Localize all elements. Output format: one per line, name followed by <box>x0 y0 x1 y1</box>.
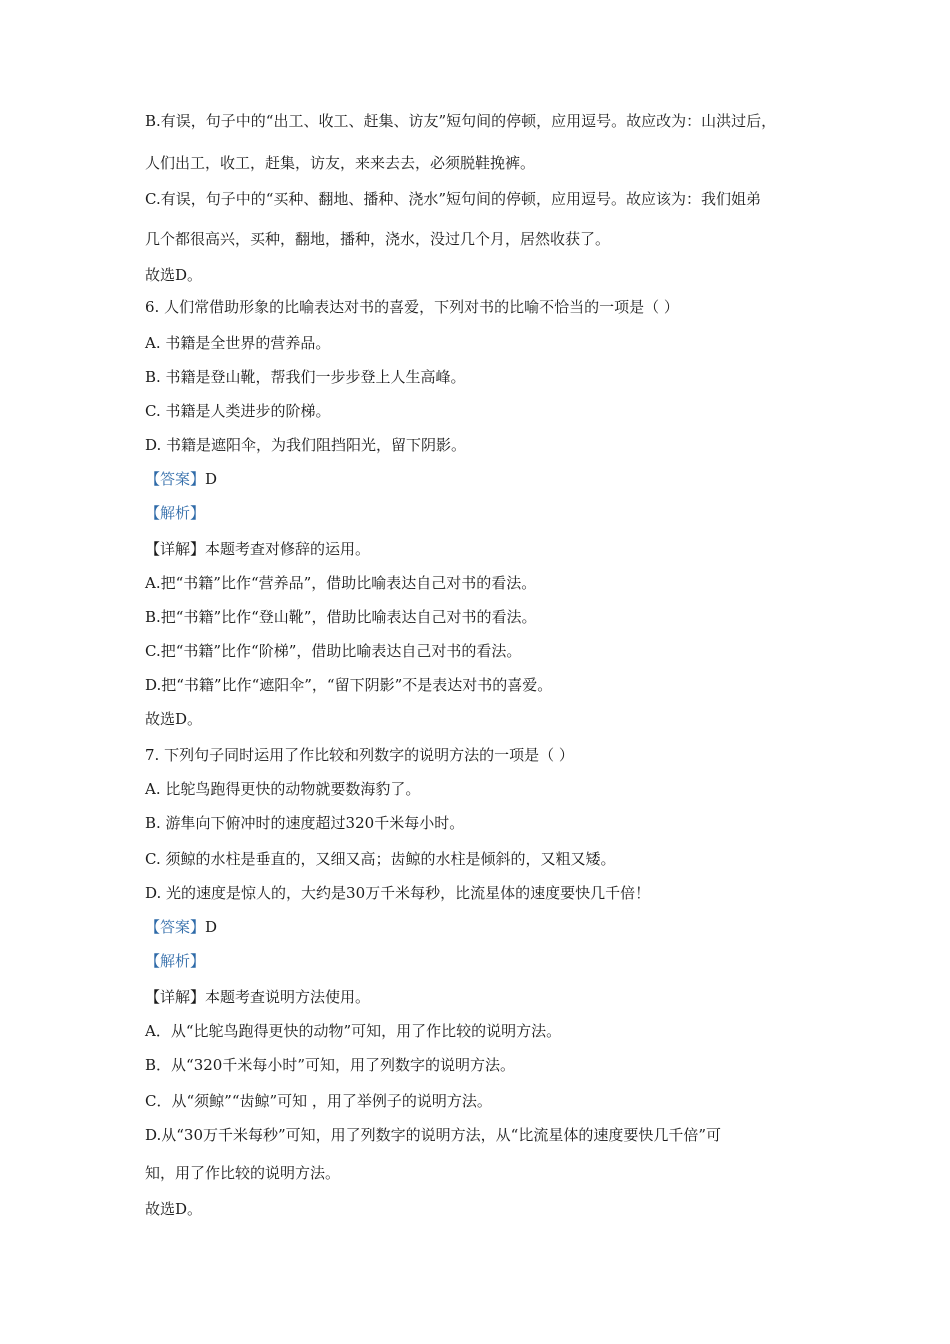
question-7-option-d: D. 光的速度是惊人的，大约是30万千米每秒，比流星体的速度要快几千倍！ <box>145 884 651 902</box>
answer-tag: 【答案】 <box>145 470 206 488</box>
detail-line: C.把“书籍”比作“阶梯”，借助比喻表达自己对书的看法。 <box>145 642 522 660</box>
question-6-stem: 6. 人们常借助形象的比喻表达对书的喜爱，下列对书的比喻不恰当的一项是（ ） <box>145 298 679 316</box>
question-7-option-b: B. 游隼向下俯冲时的速度超过320千米每小时。 <box>145 814 465 832</box>
detail-line: B．从“320千米每小时”可知，用了列数字的说明方法。 <box>145 1056 515 1074</box>
answer-conclusion: 故选D。 <box>145 710 203 728</box>
detail-line: D.把“书籍”比作“遮阳伞”，“留下阴影”不是表达对书的喜爱。 <box>145 676 553 694</box>
detail-heading: 【详解】本题考查对修辞的运用。 <box>145 540 371 558</box>
text-line: 人们出工，收工，赶集，访友，来来去去，必须脱鞋挽裤。 <box>145 154 536 172</box>
detail-line: 知，用了作比较的说明方法。 <box>145 1164 341 1182</box>
answer-value: D <box>205 918 218 936</box>
text-line: 几个都很高兴，买种，翻地，播种，浇水，没过几个月，居然收获了。 <box>145 230 611 248</box>
detail-line: D.从“30万千米每秒”可知，用了列数字的说明方法，从“比流星体的速度要快几千倍”可 <box>145 1126 722 1144</box>
analysis-line <box>145 504 205 522</box>
question-7-option-a: A. 比鸵鸟跑得更快的动物就要数海豹了。 <box>145 780 421 798</box>
analysis-tag: 【解析】 <box>145 952 206 970</box>
answer-line <box>145 470 217 488</box>
question-6-option-c: C. 书籍是人类进步的阶梯。 <box>145 402 331 420</box>
analysis-line <box>145 952 205 970</box>
question-6-option-a: A. 书籍是全世界的营养品。 <box>145 334 331 352</box>
answer-conclusion: 故选D。 <box>145 266 203 284</box>
text-line: C.有误，句子中的“买种、翻地、播种、浇水”短句间的停顿，应用逗号。故应该为：我们姐弟 <box>145 190 762 208</box>
detail-line: B.把“书籍”比作“登山靴”，借助比喻表达自己对书的看法。 <box>145 608 537 626</box>
question-7-stem: 7. 下列句子同时运用了作比较和列数字的说明方法的一项是（ ） <box>145 746 574 764</box>
question-6-option-d: D. 书籍是遮阳伞，为我们阻挡阳光，留下阴影。 <box>145 436 467 454</box>
detail-heading: 【详解】本题考查说明方法使用。 <box>145 988 371 1006</box>
answer-value: D <box>205 470 218 488</box>
detail-line: A.把“书籍”比作“营养品”，借助比喻表达自己对书的看法。 <box>145 574 537 592</box>
text-line: B.有误，句子中的“出工、收工、赶集、访友”短句间的停顿，应用逗号。故应改为：山洪过后， <box>145 112 777 130</box>
answer-line <box>145 918 217 936</box>
detail-line: A．从“比鸵鸟跑得更快的动物”可知，用了作比较的说明方法。 <box>145 1022 562 1040</box>
question-7-option-c: C. 须鲸的水柱是垂直的，又细又高；齿鲸的水柱是倾斜的，又粗又矮。 <box>145 850 616 868</box>
analysis-tag: 【解析】 <box>145 504 206 522</box>
answer-tag: 【答案】 <box>145 918 206 936</box>
answer-conclusion: 故选D。 <box>145 1200 203 1218</box>
question-6-option-b: B. 书籍是登山靴，帮我们一步步登上人生高峰。 <box>145 368 466 386</box>
detail-line: C．从“须鲸”“齿鲸”可知 ，用了举例子的说明方法。 <box>145 1092 492 1110</box>
